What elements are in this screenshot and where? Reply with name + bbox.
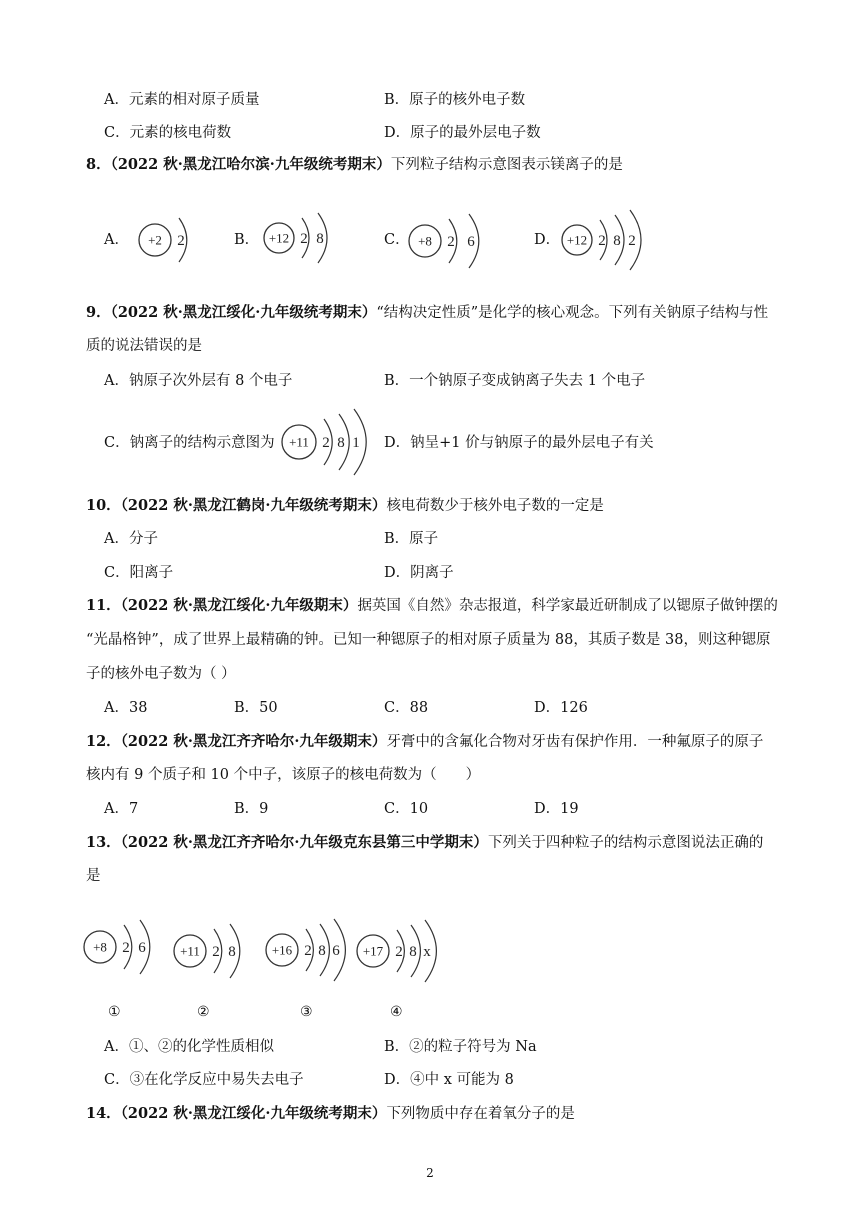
electron-count: 2	[447, 234, 455, 250]
electron-count: 6	[138, 940, 146, 956]
q7-option-a: A．元素的相对原子质量	[104, 92, 260, 108]
q10-source: （2022 秋·黑龙江鹤岗·九年级统考期末）	[120, 497, 387, 514]
q8-label-d: D．	[534, 232, 561, 248]
q8-label-a: A．	[104, 232, 129, 248]
q10-option-d: D．阴离子	[384, 565, 454, 581]
q12-source: （2022 秋·黑龙江齐齐哈尔·九年级期末）	[120, 733, 387, 750]
q9-option-c: C．钠离子的结构示意图为	[104, 435, 275, 451]
q9-source: （2022 秋·黑龙江绥化·九年级统考期末）	[110, 304, 377, 321]
q11-option-d: D．126	[534, 700, 588, 716]
q9-option-d: D．钠呈+1 价与钠原子的最外层电子有关	[384, 435, 654, 451]
q14-source: （2022 秋·黑龙江绥化·九年级统考期末）	[120, 1105, 387, 1122]
atom-structure-svg	[280, 407, 393, 477]
nucleus-charge: +17	[362, 943, 384, 959]
nucleus-charge: +12	[566, 232, 588, 248]
atom-structure-svg	[82, 913, 180, 981]
electron-count: 2	[628, 233, 636, 249]
q12-stem-line2: 核内有 9 个质子和 10 个中子，该原子的核电荷数为（ ）	[86, 767, 481, 783]
electron-count: 6	[332, 943, 340, 959]
atom-structure-svg	[407, 207, 513, 275]
q12-option-b: B．9	[234, 801, 269, 817]
q12-option-a: A．7	[104, 801, 139, 817]
q10-text: 核电荷数少于核外电子数的一定是	[386, 498, 604, 514]
nucleus-charge: +11	[289, 434, 309, 450]
q12-option-c: C．10	[384, 801, 429, 817]
q8-text: 下列粒子结构示意图表示镁离子的是	[390, 157, 623, 173]
q13-stem-line1	[86, 836, 763, 851]
nucleus-charge: +2	[148, 232, 162, 248]
q13-label-4: ④	[390, 1004, 403, 1020]
q11-stem-line2: “光晶格钟”，成了世界上最精确的钟。已知一种锶原子的相对原子质量为 88，其质子数是 38，则这种锶原	[86, 632, 771, 648]
q11-text-1: 据英国《自然》杂志报道，科学家最近研制成了以锶原子做钟摆的	[357, 598, 778, 614]
q14-stem	[86, 1107, 575, 1122]
q13-stem-line2: 是	[86, 868, 101, 884]
q11-stem-line3: 子的核外电子数为（ ）	[86, 666, 236, 682]
q13-label-3: ③	[300, 1004, 313, 1020]
q9-stem-line1	[86, 306, 768, 321]
q7-option-d: D．原子的最外层电子数	[384, 125, 541, 141]
q13-option-a: A．①、②的化学性质相似	[104, 1039, 274, 1055]
electron-count: x	[423, 944, 431, 960]
atom-structure-svg	[262, 206, 358, 270]
electron-count: 8	[228, 944, 236, 960]
nucleus-charge: +8	[418, 233, 432, 249]
q10-number: 10．	[86, 497, 121, 514]
q10-option-b: B．原子	[384, 531, 439, 547]
electron-count: 2	[598, 233, 606, 249]
electron-count: 2	[304, 943, 312, 959]
q11-option-b: B．50	[234, 700, 278, 716]
q13-label-2: ②	[197, 1004, 210, 1020]
electron-count: 2	[212, 944, 220, 960]
nucleus-charge: +12	[268, 230, 290, 246]
q9-option-a: A．钠原子次外层有 8 个电子	[104, 373, 293, 389]
page-number: 2	[426, 1166, 434, 1180]
q11-option-c: C．88	[384, 700, 429, 716]
electron-count: 8	[337, 435, 345, 451]
q12-option-d: D．19	[534, 801, 579, 817]
q8-label-c: C．	[384, 232, 410, 248]
q13-source: （2022 秋·黑龙江齐齐哈尔·九年级克东县第三中学期末）	[120, 834, 488, 851]
q8-source: （2022 秋·黑龙江哈尔滨·九年级统考期末）	[110, 156, 391, 173]
electron-count: 8	[613, 233, 621, 249]
q9-stem-line2: 质的说法错误的是	[86, 338, 202, 354]
q7-option-b: B．原子的核外电子数	[384, 92, 526, 108]
nucleus-charge: +8	[93, 939, 107, 955]
q10-option-c: C．阳离子	[104, 565, 174, 581]
q13-option-b: B．②的粒子符号为 Na	[384, 1039, 537, 1055]
q11-source: （2022 秋·黑龙江绥化·九年级期末）	[120, 597, 358, 614]
electron-count: 8	[409, 944, 417, 960]
electron-count: 2	[300, 231, 308, 247]
q9-number: 9．	[86, 304, 111, 321]
q12-stem-line1	[86, 735, 763, 750]
electron-count: 8	[318, 943, 326, 959]
q13-option-d: D．④中 x 可能为 8	[384, 1072, 514, 1088]
q14-number: 14．	[86, 1105, 121, 1122]
atom-structure-svg	[355, 918, 463, 984]
q9-text-1: “结构决定性质”是化学的核心观念。下列有关钠原子结构与性	[376, 305, 769, 321]
q13-option-c: C．③在化学反应中易失去电子	[104, 1072, 304, 1088]
electron-count: 2	[322, 435, 330, 451]
nucleus-charge: +11	[180, 943, 200, 959]
q8-label-b: B．	[234, 232, 260, 248]
nucleus-charge: +16	[271, 942, 293, 958]
atom-structure-svg	[560, 208, 669, 272]
q8-stem	[86, 158, 623, 173]
q12-text-1: 牙膏中的含氟化合物对牙齿有保护作用．一种氟原子的原子	[386, 734, 764, 750]
q12-number: 12．	[86, 733, 121, 750]
q11-number: 11．	[86, 597, 121, 614]
q8-number: 8．	[86, 156, 111, 173]
q10-option-a: A．分子	[104, 531, 158, 547]
q13-label-1: ①	[108, 1004, 121, 1020]
atom-structure-svg	[172, 917, 270, 985]
q11-option-a: A．38	[104, 700, 148, 716]
electron-count: 2	[122, 940, 130, 956]
q13-number: 13．	[86, 834, 121, 851]
q11-stem-line1	[86, 599, 778, 614]
q10-stem	[86, 499, 604, 514]
electron-count: 2	[395, 944, 403, 960]
electron-count: 8	[316, 231, 324, 247]
q9-option-b: B．一个钠原子变成钠离子失去 1 个电子	[384, 373, 646, 389]
electron-count: 6	[467, 234, 475, 250]
electron-count: 2	[177, 233, 185, 249]
q7-option-c: C．元素的核电荷数	[104, 125, 232, 141]
electron-count: 1	[352, 435, 360, 451]
atom-structure-svg	[137, 206, 223, 274]
q14-text: 下列物质中存在着氧分子的是	[386, 1106, 575, 1122]
q13-text-1: 下列关于四种粒子的结构示意图说法正确的	[487, 835, 764, 851]
